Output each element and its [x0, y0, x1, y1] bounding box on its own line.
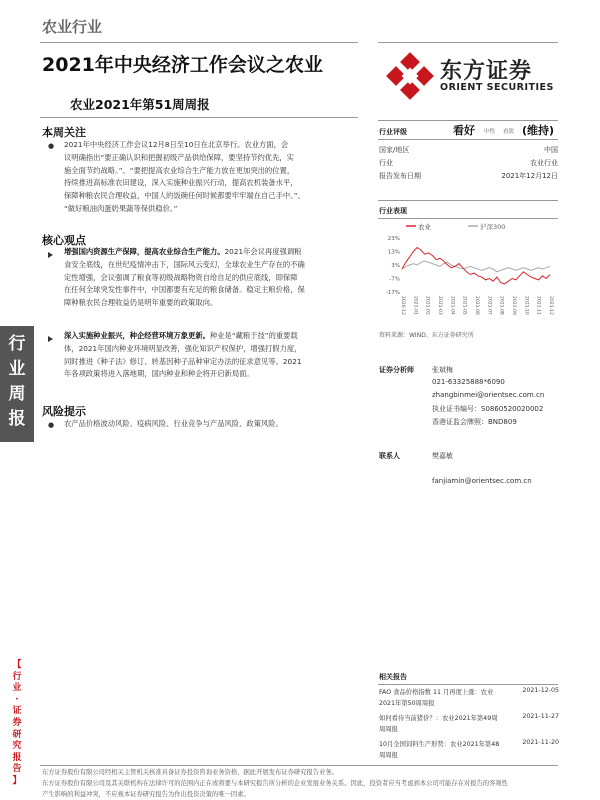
x-tick-label: 2021-09: [511, 296, 516, 315]
related-title: 如何看待当前猪价？：农业2021年第49周: [379, 715, 498, 722]
contact-name: 樊嘉敏: [432, 452, 453, 460]
rating-row-value: 农业行业: [530, 159, 558, 167]
focus-text-line: “做好粮油肉蛋奶果蔬等保供稳价。”: [64, 203, 178, 213]
divider: [378, 120, 558, 121]
related-item[interactable]: [379, 713, 559, 735]
related-item[interactable]: [379, 739, 559, 761]
core-point-text: 食安全底线，在世纪疫情冲击下，国际风云变幻，全球农业生产存在的不确: [64, 259, 305, 269]
x-tick-label: 2020-12: [400, 296, 405, 315]
footer-line: 东方证券股份有限公司经相关主管机关核准具备证券投资咨询业务资格，据此开展发布证券研究报告业务。: [42, 769, 338, 776]
report-subtitle: 农业2021年第51周周报: [70, 97, 210, 112]
rating-row-value: 中国: [544, 146, 558, 154]
focus-heading: 本周关注: [42, 126, 86, 139]
x-tick-label: 2021-12: [548, 296, 553, 315]
focus-text-line: 持续推进高标准农田建设，深入实施种业振兴行动，提高农机装备水平，: [64, 178, 298, 188]
focus-text-line: 施全面节约战略。”、“要把提高农业综合生产能力放在更加突出的位置，: [64, 165, 295, 175]
analyst-label: 证券分析师: [379, 366, 414, 374]
divider: [40, 42, 358, 43]
related-date: 2021-11-27: [522, 713, 559, 720]
side-tab-text: 行 业 周 报: [8, 334, 26, 429]
performance-heading: 行业表现: [379, 207, 407, 215]
focus-text-line: 2021年中央经济工作会议12月8日至10日在北京举行。农业方面，会: [64, 140, 289, 149]
focus-text: [64, 139, 364, 216]
logo-name-en: ORIENT SECURITIES: [440, 82, 554, 93]
risk-heading: 风险提示: [42, 405, 86, 418]
core-point-text: 种业是“藏粮于技”的重要载: [209, 331, 298, 340]
y-tick-label: -17%: [385, 290, 400, 296]
y-tick-label: 13%: [387, 249, 400, 256]
performance-chart: [378, 220, 558, 325]
core-point-lead: 增强国内资源生产保障，提高农业综合生产能力。: [64, 247, 225, 256]
related-date: 2021-11-20: [522, 739, 559, 746]
core-point-text: 体，2021年国内种业环境明显改善，强化知识产权保护，增强打假力度，: [64, 343, 302, 353]
related-title-cont: 2021年第50周周报: [379, 700, 435, 707]
core-point-line: [64, 259, 364, 272]
y-tick-label: -7%: [389, 276, 400, 283]
divider: [378, 218, 558, 219]
rating-option-neutral: 中性: [484, 129, 496, 135]
contact-email[interactable]: fanjiamin@orientsec.com.cn: [432, 477, 532, 485]
core-point-text: 同时推进《种子法》修订、转基因种子品种审定办法的征求意见等。2021: [64, 356, 302, 366]
core-point-text: 在任何全球突发性事件中，中国都要有充足的粮食储备。稳定主粮价格，保: [64, 285, 305, 295]
arrow-bullet-icon: [48, 252, 53, 258]
core-point-line: [64, 330, 364, 343]
bullet-icon: ●: [48, 421, 55, 429]
footer-line: 东方证券股份有限公司及其关联机构在法律许可的范围内正在或将要与本研究报告所分析的企业发展业务关系。因此，投资者应当考虑到本公司可能存在对报告的客观性: [42, 780, 508, 787]
rating-row-value: 2021年12月12日: [501, 172, 558, 180]
divider: [378, 200, 558, 201]
core-point-text: 年各项政策将进入落地期，国内种业和种企将开启新局面。: [64, 369, 254, 379]
core-point-line: [64, 297, 364, 310]
x-tick-label: 2021-08: [498, 296, 504, 315]
divider: [378, 684, 558, 685]
orient-logo-icon: [386, 52, 434, 100]
core-heading: 核心观点: [42, 234, 86, 247]
divider: [378, 42, 558, 43]
divider: [40, 765, 558, 766]
x-tick-label: 2021-02: [424, 296, 430, 315]
y-tick-label: 3%: [391, 263, 400, 269]
contact-label: 联系人: [379, 452, 400, 460]
related-item[interactable]: [379, 687, 559, 709]
x-tick-label: 2021-06: [474, 296, 479, 315]
risk-text: 农产品价格波动风险、疫病风险、行业竞争与产品风险、政策风险。: [64, 419, 283, 428]
x-tick-label: 2021-03: [437, 296, 442, 315]
related-title: FAO 食品价格指数 11 月再度上涨：农业: [379, 689, 494, 696]
related-heading: 相关报告: [379, 673, 407, 681]
side-vertical-label: 【 行 业 · 证 券 研 究 报 告 】: [12, 660, 22, 786]
core-point-1: [64, 246, 364, 310]
y-tick-label: 23%: [387, 236, 400, 242]
rating-label: 行业评级: [379, 128, 407, 136]
related-date: 2021-12-05: [522, 687, 559, 694]
core-point-line: [64, 368, 364, 381]
series-line-agri: [402, 248, 550, 284]
x-tick-label: 2021-07: [486, 296, 492, 315]
core-point-text: 定性增强，会议强调了粮食等初级战略物资自给自足的供应底线，即保障: [64, 272, 298, 282]
logo-name-cn: 东方证券: [440, 59, 533, 84]
related-title-cont: 周周报: [379, 752, 398, 759]
legend-label-agri: 农业: [418, 223, 431, 231]
rating-option-negative: 看淡: [503, 129, 515, 135]
core-point-line: [64, 284, 364, 297]
x-tick-label: 2021-01: [412, 296, 418, 315]
analyst-name: 张斌梅: [432, 366, 453, 374]
core-point-line: [64, 356, 364, 369]
divider: [40, 117, 358, 118]
report-category: 农业行业: [42, 18, 103, 36]
x-tick-label: 2021-04: [449, 296, 455, 315]
x-tick-label: 2021-11: [535, 296, 541, 315]
related-title-cont: 周周报: [379, 726, 398, 733]
core-point-text: 2021年会议再度强调粮: [224, 247, 302, 256]
core-point-line: [64, 246, 364, 259]
rating-status: (维持): [522, 124, 555, 137]
legend-label-hs300: 沪深300: [480, 223, 506, 231]
series-line-hs300: [402, 261, 550, 272]
arrow-bullet-icon: [48, 336, 53, 342]
core-point-line: [64, 343, 364, 356]
report-title: 2021年中央经济工作会议之农业: [42, 54, 323, 76]
x-tick-label: 2021-10: [523, 296, 529, 315]
focus-text-line: 保障种粮农民合理收益，中国人的饭碗任何时候都要牢牢端在自己手中。”、: [64, 191, 305, 201]
related-title: 10月全国饲料生产形势：农业2021年第48: [379, 741, 500, 748]
analyst-email[interactable]: zhangbinmei@orientsec.com.cn: [432, 391, 545, 399]
divider: [378, 139, 558, 140]
footer-line: 产生影响的利益冲突，不应视本证券研究报告为作出投资决策的唯一因素。: [42, 791, 250, 798]
x-tick-label: 2021-05: [461, 296, 467, 315]
chart-source: 资料来源：WIND、东方证券研究所: [379, 332, 474, 339]
rating-value: 看好: [453, 124, 475, 137]
core-point-2: [64, 330, 364, 381]
core-point-text: 障种粮农民合理收益仍是明年重要的政策取向。: [64, 298, 218, 308]
analyst-license: 执业证书编号：S0860520020002: [432, 405, 544, 413]
analyst-phone: 021-63325888*6090: [432, 378, 505, 386]
focus-text-line: 议明确指出“要正确认识和把握初级产品供给保障，要坚持节约优先，实: [64, 152, 294, 162]
core-point-lead: 深入实施种业振兴，种企经营环境万象更新。: [64, 331, 210, 340]
rating-row-key: 行业: [379, 159, 393, 167]
rating-row-key: 报告发布日期: [379, 172, 421, 180]
core-point-line: [64, 272, 364, 285]
rating-row-key: 国家/地区: [379, 146, 410, 154]
analyst-hk-license: 香港证监会牌照：BND809: [432, 418, 517, 426]
bullet-icon: ●: [48, 142, 55, 150]
